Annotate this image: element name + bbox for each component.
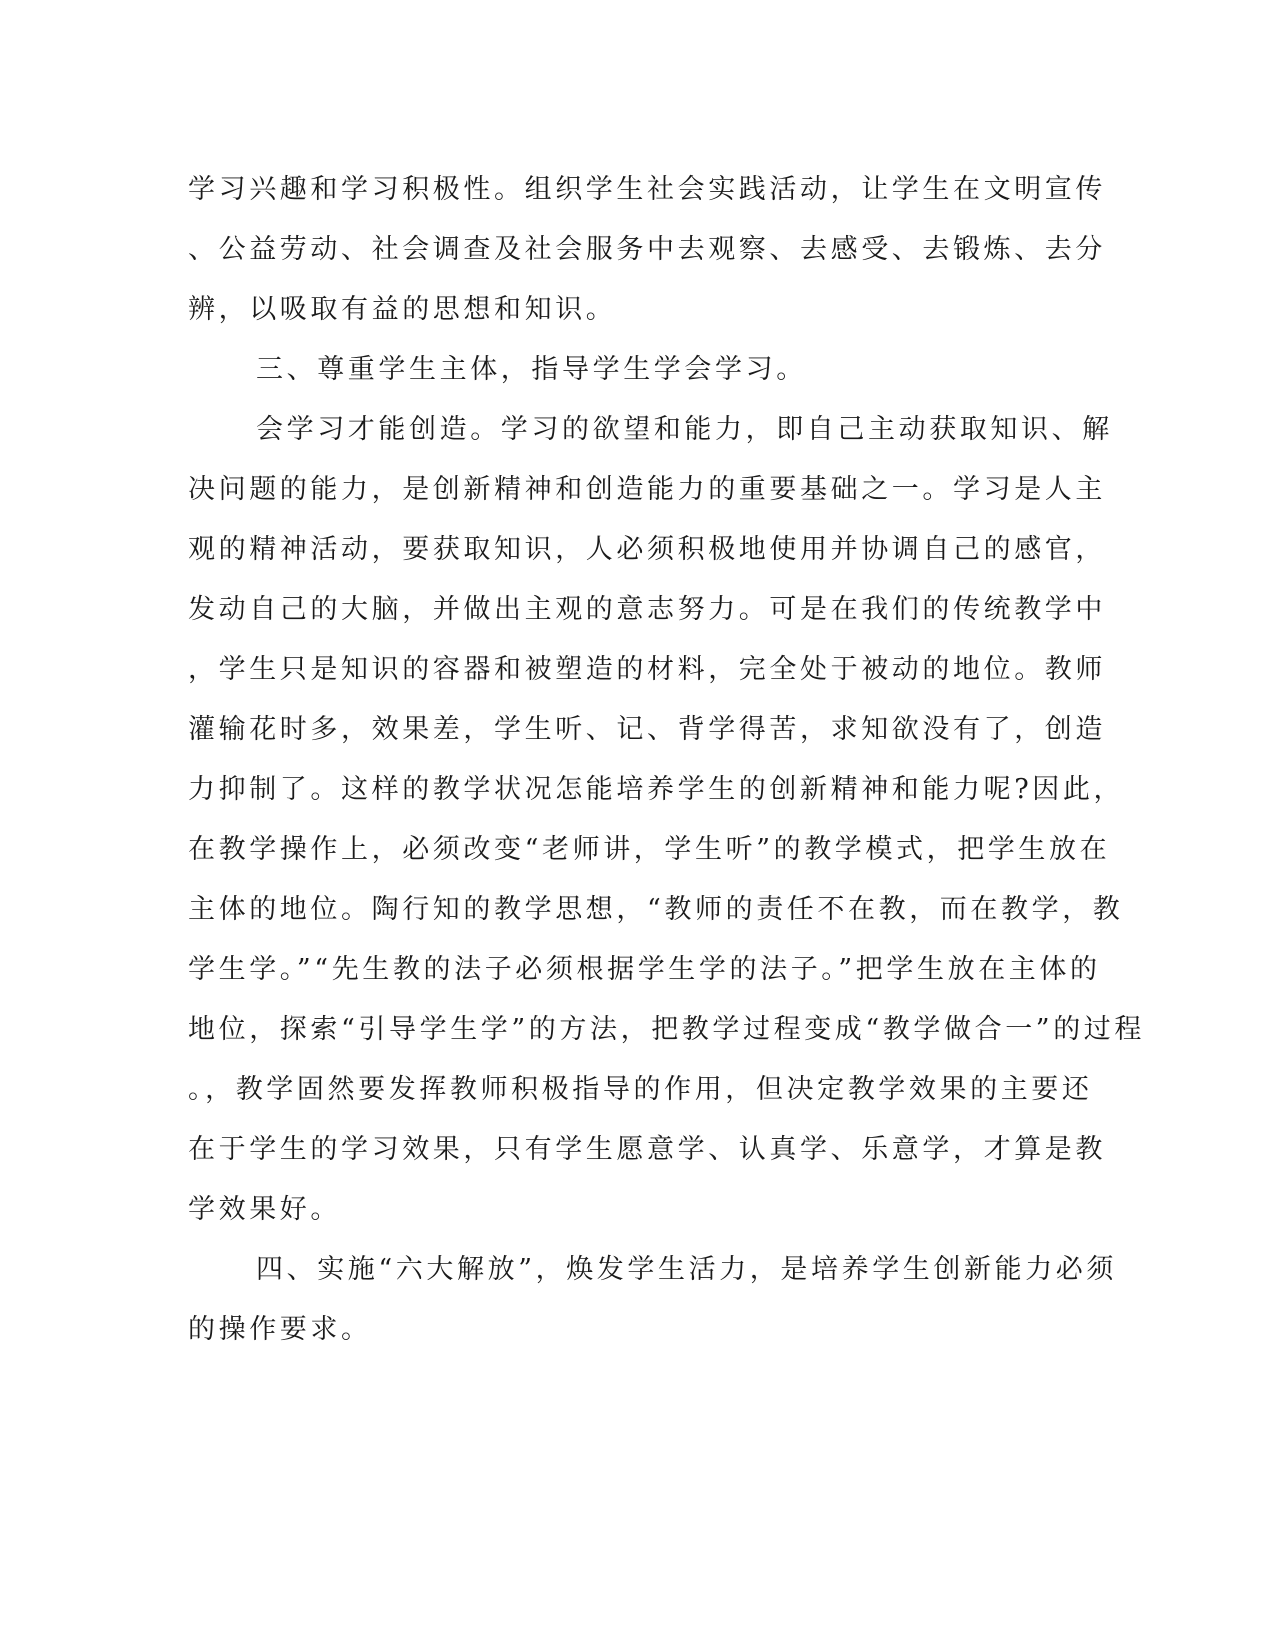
section-heading: 四、实施“六大解放”，焕发学生活力，是培养学生创新能力必须 [256,1254,1118,1285]
text-line: 地位，探索“引导学生学”的方法，把教学过程变成“教学做合一”的过程 [188,1014,1146,1045]
text-line: 学生学。”“先生教的法子必须根据学生学的法子。”把学生放在主体的 [188,954,1101,985]
text-line: ，学生只是知识的容器和被塑造的材料，完全处于被动的地位。教师 [188,654,1106,685]
text-line: 。，教学固然要发挥教师积极指导的作用，但决定教学效果的主要还 [188,1074,1093,1105]
text-line: 、公益劳动、社会调查及社会服务中去观察、去感受、去锻炼、去分 [188,234,1106,265]
text-line: 会学习才能创造。学习的欲望和能力，即自己主动获取知识、解 [256,414,1113,445]
text-line: 决问题的能力，是创新精神和创造能力的重要基础之一。学习是人主 [188,474,1106,505]
text-line: 在教学操作上，必须改变“老师讲，学生听”的教学模式，把学生放在 [188,834,1111,865]
text-line: 的操作要求。 [188,1314,372,1345]
text-line: 发动自己的大脑，并做出主观的意志努力。可是在我们的传统教学中 [188,594,1106,625]
text-line: 学效果好。 [188,1194,341,1225]
text-line: 观的精神活动，要获取知识，人必须积极地使用并协调自己的感官， [188,534,1106,565]
text-line: 主体的地位。陶行知的教学思想，“教师的责任不在教，而在教学，教 [188,894,1124,925]
body-text [188,160,1146,1360]
text-line: 学习兴趣和学习积极性。组织学生社会实践活动，让学生在文明宣传 [188,174,1106,205]
text-line: 力抑制了。这样的教学状况怎能培养学生的创新精神和能力呢?因此， [188,774,1125,805]
text-line: 灌输花时多，效果差，学生听、记、背学得苦，求知欲没有了，创造 [188,714,1106,745]
text-line: 辨，以吸取有益的思想和知识。 [188,294,617,325]
text-line: 在于学生的学习效果，只有学生愿意学、认真学、乐意学，才算是教 [188,1134,1106,1165]
section-heading: 三、尊重学生主体，指导学生学会学习。 [256,354,807,385]
